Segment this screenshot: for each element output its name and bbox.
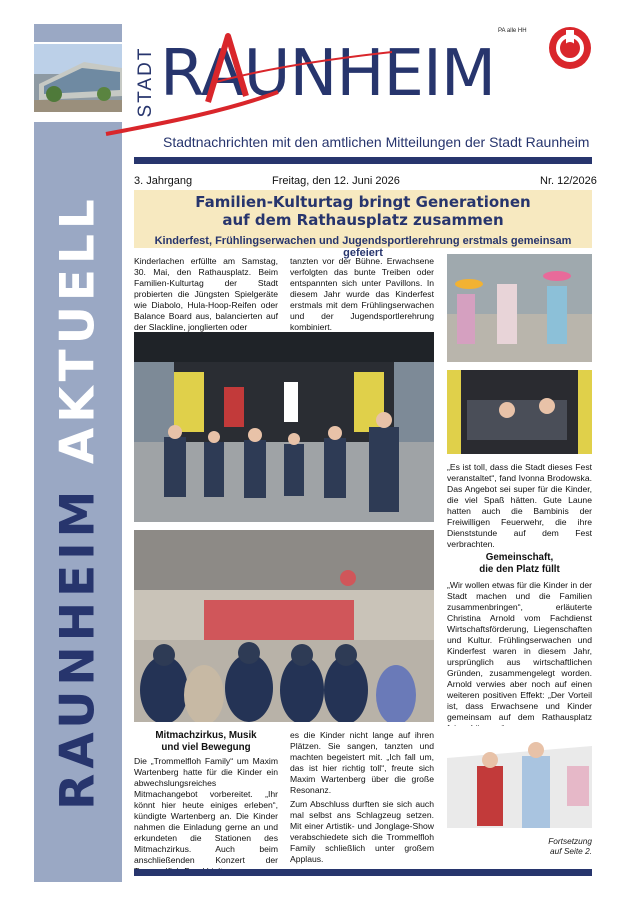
masthead-stadt: STADT xyxy=(135,46,156,118)
footer-rule xyxy=(134,869,592,876)
sidebar-title-aktuell: AKTUELL xyxy=(50,194,106,465)
section2-title: Gemeinschaft, die den Platz füllt xyxy=(479,552,560,575)
intro-column-2: tanzten vor der Bühne. Erwachsene verfolgten das bunte Treiben oder entspannten sich unter Pavillons. In diesem Jahr wurde das Kinderfest erstmals mit dem Frühlingserwachen und der Jugendsportlerehrung kombiniert. xyxy=(290,256,434,332)
issue-jahrgang: 3. Jahrgang xyxy=(134,175,193,187)
issue-number: Nr. 12/2026 xyxy=(540,175,597,187)
city-logo-icon xyxy=(548,26,592,70)
award-presentation-photo xyxy=(447,726,592,828)
pa-note: PA alle HH xyxy=(498,28,527,34)
band-concert-photo xyxy=(447,370,592,454)
section1-column-1: Die „Trommelfloh Family“ um Maxim Wartenberg hatte für die Kinder ein abwechslungsreiches Mitmachangebot vorbereitet. „Ihr könnt hier heute einiges erleben“, kündigte Wartenberg an. Die Kinder nahmen die Einladung gerne an und erkundeten die Stationen des Mitmachzirkus. Auch beim anschließenden Konzert der xyxy=(134,756,278,865)
stage-show-photo xyxy=(134,332,434,522)
sidebar-title-raunheim: RAUNHEIM xyxy=(50,485,106,810)
article-headline: Familien-Kulturtag bringt Generationen auf dem Rathausplatz zusammen xyxy=(195,193,531,229)
section2-text: „Wir wollen etwas für die Kinder in der Stadt machen und die Familien zusammenbringen“, erläuterte Christina Arnold vom Fachdienst Wirtschaftsförderung, Liegenschaften und Kultur. Frühlingserwachen und Kinderfest waren in diesem Jahr, ursprünglich aus wirtschaftlichen Gründen, zusammengelegt worden. Arnold verwies aber noch auf einen weiteren positiven Effekt: „Der Vorteil ist, dass Erwachsene und Kinder gemeinsam auf dem Rathausplatz xyxy=(447,580,592,722)
quote-block: „Es ist toll, dass die Stadt dieses Fest veranstaltet“, fand Ivonna Brodowska. Das Angebot sei super für die Kinder, die viel Spaß hätten. Gute Laune hatten auch die Bambinis der Freiwilligen Feuerwehr, die ihre Dienststunde auf dem Fest verbrachten. xyxy=(447,462,592,549)
kids-circus-photo xyxy=(134,530,434,722)
red-swoosh-icon xyxy=(100,30,400,140)
article-subheadline: Kinderfest, Frühlingserwachen und Jugendsportlerehrung erstmals gemeinsam gefeiert xyxy=(154,235,572,259)
children-hula-hoop-photo xyxy=(447,254,592,362)
masthead-rule xyxy=(134,157,592,164)
continuation-note: Fortsetzung auf Seite 2. xyxy=(548,836,592,856)
intro-column-1: Kinderlachen erfüllte am Samstag, 30. Mai, den Rathausplatz. Beim Familien-Kulturtag der Stadt probierten die Jüngsten Spielgeräte wie Diabolo, Hula-Hoop-Reifen oder Balance Board aus, balancierten auf der Slackline, jonglierten oder xyxy=(134,256,278,332)
masthead-title: RAUNHEIM xyxy=(160,37,496,111)
section1-title: Mitmachzirkus, Musik und viel Bewegung xyxy=(155,730,257,753)
masthead-subtitle: Stadtnachrichten mit den amtlichen Mitteilungen der Stadt Raunheim xyxy=(163,134,590,150)
issue-date: Freitag, den 12. Juni 2026 xyxy=(272,175,400,187)
section1-column-2: es die Kinder nicht lange auf ihren Plätzen. Sie sangen, tanzten und machten begeistert mit. „Ich fall um, das ist hier richtig toll“, freute sich Maxim Wartenberg über die große Resonanz. Zum Abschluss durften sie sich auch mal selbst ans Schlagzeug setzen. Mit einer Artistik- und Jonglage-Show verabschiedete sich die Trommelfloh Family schließlich unter großem Applaus. xyxy=(290,730,434,864)
sidebar-vertical-title xyxy=(34,122,122,882)
